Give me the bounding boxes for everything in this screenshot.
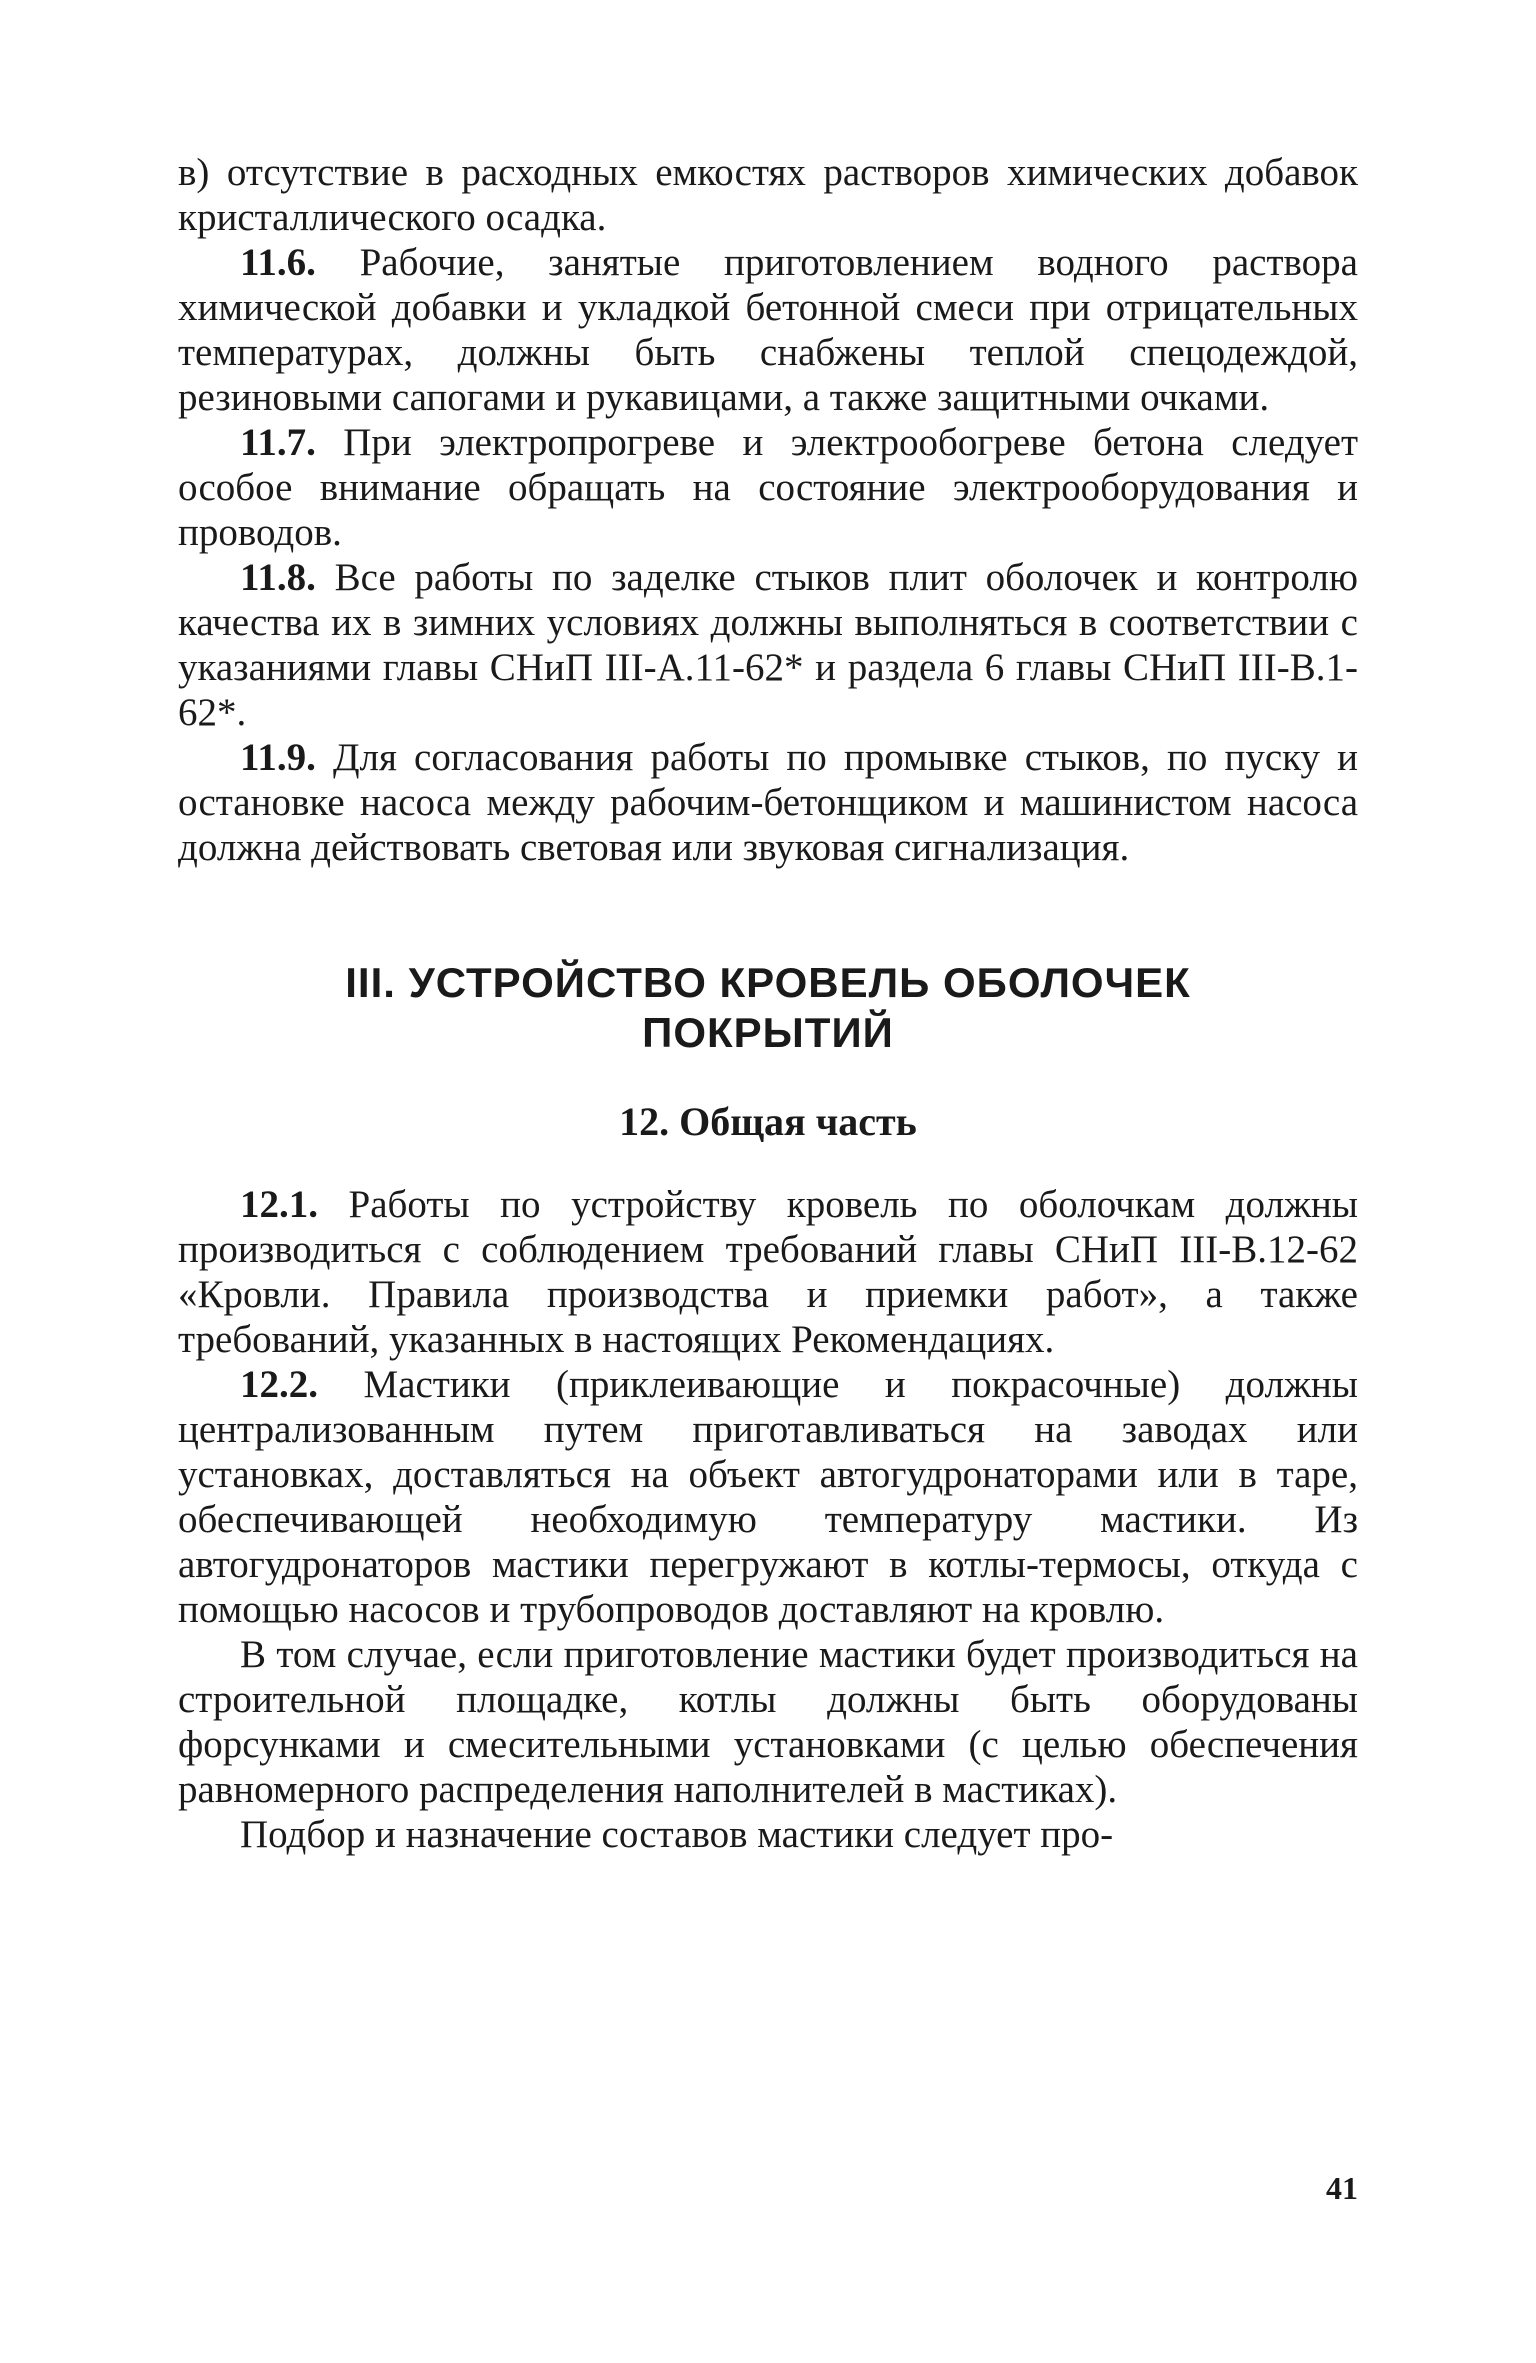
section-heading-line-1: III. УСТРОЙСТВО КРОВЕЛЬ ОБОЛОЧЕК xyxy=(345,959,1191,1006)
paragraph-item-v: в) отсутствие в расходных емкостях растворов химических добавок кристаллического осадка. xyxy=(178,151,1358,239)
clause-text: При электропрогреве и электрообогреве бетона следует особое внимание обращать на состояние электрооборудования и проводов. xyxy=(178,421,1358,554)
clause-text: Работы по устройству кровель по оболочкам должны производиться с соблюдением требований главы СНиП III-В.12-62 «Кровли. Правила производства и приемки работ», а также требований, указанных в настоящих Рекомендациях. xyxy=(178,1183,1358,1361)
paragraph-12-2 xyxy=(178,1362,1358,1632)
paragraph-12-1 xyxy=(178,1182,1358,1362)
paragraph-11-7 xyxy=(178,420,1358,555)
section-heading xyxy=(178,958,1358,1058)
paragraph-11-9 xyxy=(178,735,1358,870)
section-spacer xyxy=(178,870,1358,958)
clause-text: Рабочие, занятые приготовлением водного раствора химической добавки и укладкой бетонной смеси при отрицательных температурах, должны быть снабжены теплой спецодеждой, резиновыми сапогами и рукавицами, а также защитными очками. xyxy=(178,241,1358,419)
subsection-heading: 12. Общая часть xyxy=(619,1099,917,1144)
clause-number: 11.9. xyxy=(240,736,316,779)
clause-number: 12.2. xyxy=(240,1363,318,1406)
paragraph-11-8 xyxy=(178,555,1358,735)
clause-number: 11.8. xyxy=(240,556,316,599)
clause-number: 12.1. xyxy=(240,1183,318,1226)
page-number: 41 xyxy=(1326,2170,1358,2206)
paragraph-mastic-site: В том случае, если приготовление мастики будет производиться на строительной площадке, котлы должны быть оборудованы форсунками и смесительными установками (с целью обеспечения равномерного распределения наполнителей в мастиках). xyxy=(178,1633,1358,1811)
section-heading-line-2: ПОКРЫТИЙ xyxy=(642,1009,894,1056)
paragraph-mastic-selection: Подбор и назначение составов мастики следует про- xyxy=(240,1813,1114,1856)
page-body xyxy=(178,150,1358,1857)
paragraph-11-6 xyxy=(178,240,1358,420)
clause-number: 11.6. xyxy=(240,241,316,284)
clause-number: 11.7. xyxy=(240,421,316,464)
clause-text: Все работы по заделке стыков плит оболочек и контролю качества их в зимних условиях должны выполняться в соответствии с указаниями главы СНиП III-А.11-62* и раздела 6 главы СНиП III-В.1-62*. xyxy=(178,556,1358,734)
clause-text: Мастики (приклеивающие и покрасочные) должны централизованным путем приготавливаться на заводах или установках, доставляться на объект автогудронаторами или в таре, обеспечивающей необходимую температуру мастики. Из автогудронаторов мастики перегружают в котлы-термосы, откуда с помощью насосов и трубопроводов доставляют на кровлю. xyxy=(178,1363,1358,1631)
clause-text: Для согласования работы по промывке стыков, по пуску и остановке насоса между рабочим-бетонщиком и машинистом насоса должна действовать световая или звуковая сигнализация. xyxy=(178,736,1358,869)
